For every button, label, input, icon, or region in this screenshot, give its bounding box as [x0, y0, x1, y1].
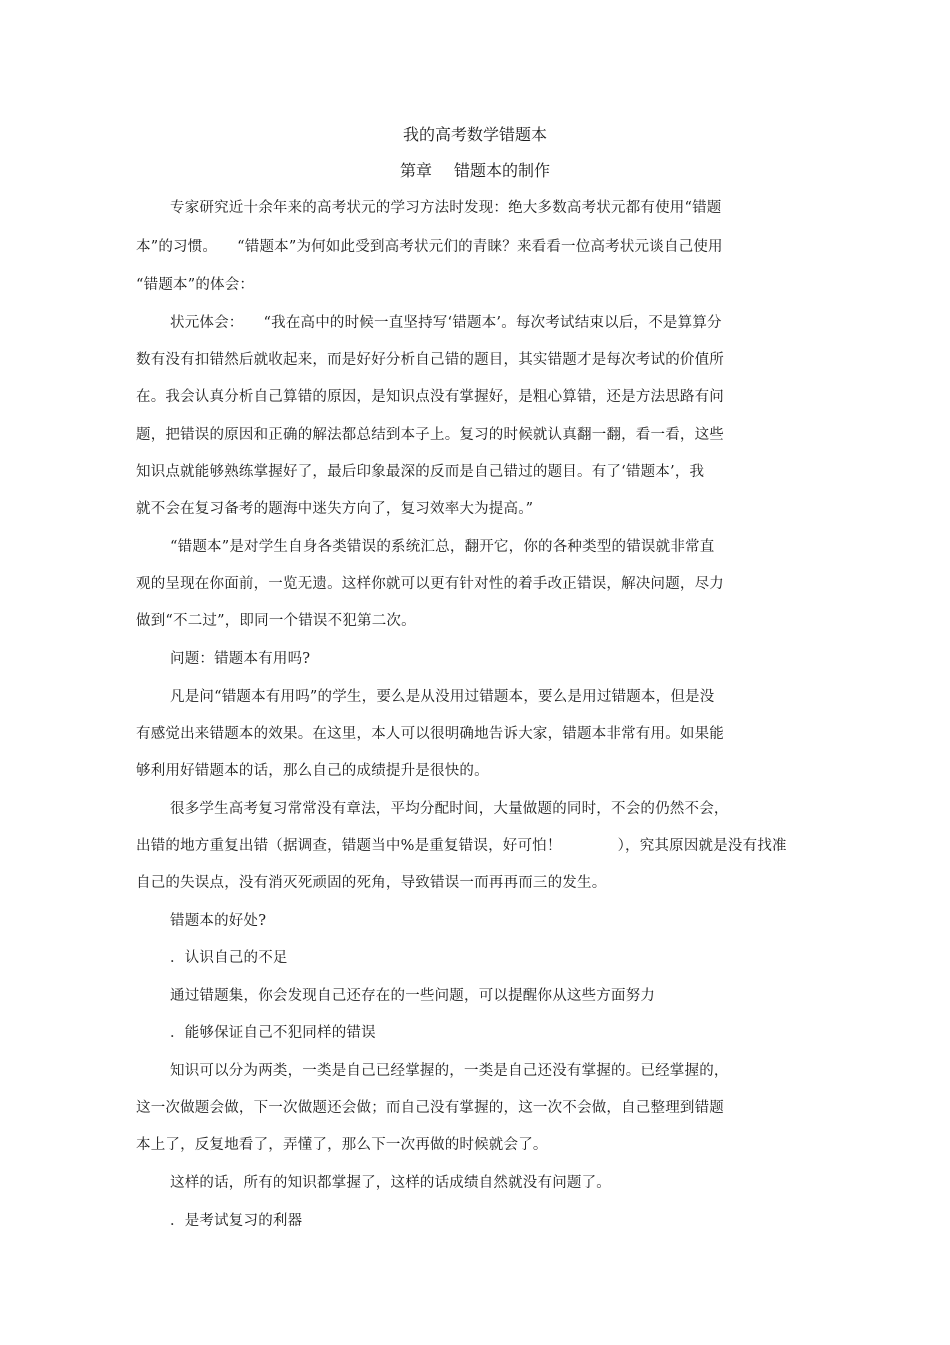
- paragraph-line: [136, 237, 723, 257]
- paragraph-line: 这样的话，所有的知识都掌握了，这样的话成绩自然就没有问题了。: [170, 1175, 611, 1191]
- paragraph-text: 出错的地方重复出错（据调查，错题当中%是重复错误，好可怕！: [136, 838, 562, 854]
- paragraph-line: 凡是问“错题本有用吗”的学生，要么是从没用过错题本，要么是用过错题本，但是没: [170, 689, 715, 705]
- paragraph-text: ），究其原因就是没有找准: [617, 838, 787, 854]
- paragraph-line: 就不会在复习备考的题海中迷失方向了，复习效率大为提高。”: [136, 501, 534, 517]
- paragraph-text: 状元体会：: [170, 315, 244, 331]
- list-item-heading: ．认识自己的不足: [170, 950, 288, 966]
- paragraph-line: 知识点就能够熟练掌握好了，最后印象最深的反而是自己错过的题目。有了‘错题本’，我: [136, 464, 705, 480]
- paragraph-line: 观的呈现在你面前，一览无遗。这样你就可以更有针对性的着手改正错误，解决问题，尽力: [136, 576, 724, 592]
- paragraph-line: 很多学生高考复习常常没有章法，平均分配时间，大量做题的同时，不会的仍然不会，: [170, 801, 729, 817]
- paragraph-line: 在。我会认真分析自己算错的原因，是知识点没有掌握好，是粗心算错，还是方法思路有问: [136, 389, 724, 405]
- section-question: 问题：错题本有用吗?: [170, 651, 311, 667]
- chapter-label: 第章: [399, 161, 432, 180]
- paragraph-line: 数有没有扣错然后就收起来，而是好好分析自己错的题目，其实错题才是每次考试的价值所: [136, 352, 724, 368]
- paragraph-text: 本”的习惯。: [136, 239, 218, 255]
- paragraph-line: 这一次做题会做，下一次做题还会做；而自己没有掌握的，这一次不会做，自己整理到错题: [136, 1100, 724, 1116]
- chapter-heading: [0, 160, 950, 182]
- paragraph-text: “我在高中的时候一直坚持写‘错题本’。每次考试结束以后，不是算算分: [263, 315, 722, 331]
- list-item-heading: ．是考试复习的利器: [170, 1213, 303, 1229]
- paragraph-line: [170, 313, 722, 333]
- paragraph-line: 本上了，反复地看了，弄懂了，那么下一次再做的时候就会了。: [136, 1137, 548, 1153]
- list-item-heading: ．能够保证自己不犯同样的错误: [170, 1025, 376, 1041]
- section-heading: 错题本的好处?: [170, 913, 267, 929]
- paragraph-line: 做到“不二过”，即同一个错误不犯第二次。: [136, 613, 416, 629]
- paragraph-line: 专家研究近十余年来的高考状元的学习方法时发现：绝大多数高考状元都有使用“错题: [170, 200, 722, 216]
- paragraph-text: “错题本”为何如此受到高考状元们的青睐？来看看一位高考状元谈自己使用: [237, 239, 723, 255]
- paragraph-line: 自己的失误点，没有消灭死顽固的死角，导致错误一而再再而三的发生。: [136, 875, 607, 891]
- paragraph-line: 通过错题集，你会发现自己还存在的一些问题，可以提醒你从这些方面努力: [170, 988, 656, 1004]
- paragraph-line: 够利用好错题本的话，那么自己的成绩提升是很快的。: [136, 763, 489, 779]
- paragraph-line: “错题本”的体会：: [136, 277, 255, 293]
- paragraph-line: 题，把错误的原因和正确的解法都总结到本子上。复习的时候就认真翻一翻，看一看，这些: [136, 427, 724, 443]
- paragraph-line: 知识可以分为两类，一类是自己已经掌握的，一类是自己还没有掌握的。已经掌握的，: [170, 1063, 729, 1079]
- doc-title: [0, 124, 950, 146]
- paragraph-line: [136, 836, 787, 856]
- paragraph-line: 有感觉出来错题本的效果。在这里，本人可以很明确地告诉大家，错题本非常有用。如果能: [136, 726, 724, 742]
- paragraph-line: “错题本”是对学生自身各类错误的系统汇总，翻开它，你的各种类型的错误就非常直: [170, 539, 715, 555]
- doc-title-text: 我的高考数学错题本: [402, 125, 547, 144]
- chapter-title: 错题本的制作: [454, 161, 551, 180]
